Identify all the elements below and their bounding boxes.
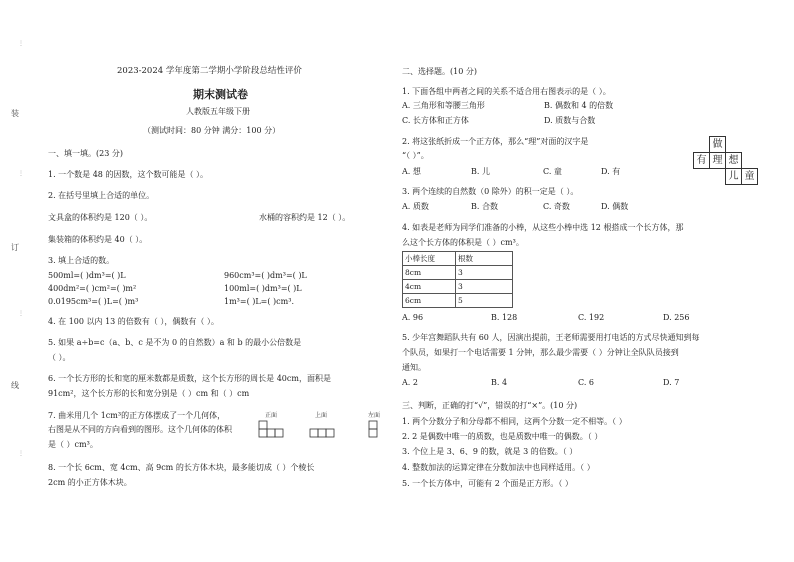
question-6-line2: 91cm²，这个长方形的长和宽分别是（ ）cm 和（ ）cm (48, 389, 250, 398)
section-3-heading: 三、判断，正确的打“√”，错误的打“×”。(10 分) (402, 401, 578, 410)
question-2b: 水桶的容积约是 12（ ）。 (259, 213, 351, 222)
question-3-row1b: 960cm³=( )dm³=( )L (224, 271, 307, 280)
question-5-line2: （ ）。 (48, 353, 71, 362)
question-2a: 文具盒的体积约是 120（ ）。 (48, 213, 153, 222)
choice-5-C: C. 6 (578, 378, 595, 387)
choice-4-B: B. 128 (491, 313, 518, 322)
table-cell-count: 5 (456, 294, 513, 308)
question-8-line2: 2cm 的小正方体木块。 (48, 478, 132, 487)
binding-dots: ⋮ (18, 40, 24, 47)
table-cell-count: 3 (456, 280, 513, 294)
net-cell-top: 做 (709, 136, 726, 153)
judge-5: 5. 一个长方体中，可能有 2 个面是正方形。（ ） (402, 479, 573, 488)
binding-dots: ⋮ (18, 450, 24, 457)
choice-1-A: A. 三角形和等腰三角形 (402, 101, 485, 110)
choice-2-C: C. 童 (543, 167, 562, 176)
question-2c: 集装箱的体积约是 40（ ）。 (48, 235, 148, 244)
choice-1-B: B. 偶数和 4 的倍数 (544, 101, 614, 110)
table-row (403, 294, 513, 308)
binding-mark-2: 订 (11, 243, 19, 252)
choice-3-B: B. 合数 (471, 202, 498, 211)
question-6-line1: 6. 一个长方形的长和宽的厘米数都是质数，这个长方形的周长是 40cm，面积是 (48, 374, 331, 383)
question-1: 1. 一个数是 48 的因数，这个数可能是（ ）。 (48, 170, 208, 179)
section-1-heading: 一、填一填。(23 分) (48, 149, 123, 158)
binding-dots: ⋮ (18, 170, 24, 177)
top-view-drawing (309, 420, 343, 440)
subtitle: 人教版五年级下册 (186, 107, 250, 116)
choice-2-line1: 2. 将这张纸折成一个正方体，那么“理”对面的汉字是 (402, 137, 589, 146)
front-view-drawing (258, 420, 292, 440)
left-view-drawing (368, 420, 388, 440)
judge-4: 4. 整数加法的运算定律在分数加法中也同样适用。（ ） (402, 463, 595, 472)
net-cell-left: 有 (693, 152, 710, 169)
choice-2-D: D. 有 (601, 167, 621, 176)
judge-2: 2. 2 是偶数中唯一的质数，也是质数中唯一的偶数。（ ） (402, 432, 603, 441)
choice-2-line2: “（ ）”。 (402, 151, 429, 160)
binding-dots: ⋮ (18, 310, 24, 317)
choice-2-A: A. 想 (402, 167, 421, 176)
choice-5-D: D. 7 (663, 378, 680, 387)
choice-5-line1: 5. 少年宫舞蹈队共有 60 人，因演出提前，王老师需要用打电话的方式尽快通知到每 (402, 333, 700, 342)
school-year-line: 2023-2024 学年度第二学期小学阶段总结性评价 (117, 66, 302, 76)
table-header-count: 根数 (456, 252, 513, 266)
choice-3-C: C. 奇数 (543, 202, 570, 211)
judge-3: 3. 个位上是 3、6、9 的数，就是 3 的倍数。（ ） (402, 447, 578, 456)
choice-5-A: A. 2 (402, 378, 418, 387)
table-row (403, 266, 513, 280)
question-3-row3b: 1m³=( )L=( )cm³. (224, 297, 294, 306)
question-3-row2b: 100ml=( )dm³=( )L (224, 284, 302, 293)
table-cell-length: 4cm (403, 280, 456, 294)
choice-4-line1: 4. 如表是老师为同学们准备的小棒，从这些小棒中选 12 根搭成一个长方体，那 (402, 223, 684, 232)
choice-5-line2: 个队员，如果打一个电话需要 1 分钟，那么最少需要（ ）分钟让全队队员接到 (402, 348, 679, 357)
question-7-line3: 是（ ）cm³。 (48, 440, 98, 449)
question-3-row2a: 400dm²=( )cm²=( )m² (48, 284, 137, 293)
choice-3: 3. 两个连续的自然数（0 除外）的积一定是（ ）。 (402, 187, 579, 196)
view-left-label: 左面 (368, 412, 381, 419)
choice-1-D: D. 质数与合数 (544, 116, 596, 125)
view-top-label: 上面 (315, 412, 328, 419)
binding-mark-3: 线 (11, 381, 19, 390)
net-cell-middle: 理 (709, 152, 726, 169)
choice-3-A: A. 质数 (402, 202, 429, 211)
judge-1: 1. 两个分数分子和分母都不相同，这两个分数一定不相等。（ ） (402, 417, 627, 426)
choice-5-B: B. 4 (491, 378, 508, 387)
choice-3-D: D. 偶数 (601, 202, 629, 211)
choice-5-line3: 通知。 (402, 363, 426, 372)
net-cell-bottom-2: 童 (741, 168, 758, 185)
question-4: 4. 在 100 以内 13 的倍数有（ ），偶数有（ ）。 (48, 317, 219, 326)
question-8-line1: 8. 一个长 6cm、宽 4cm、高 9cm 的长方体木块，最多能切成（ ）个棱长 (48, 463, 315, 472)
net-cell-bottom-1: 儿 (725, 168, 742, 185)
table-row (403, 280, 513, 294)
question-7-line1: 7. 曲米用几个 1cm³的正方体摆成了一个几何体， (48, 411, 226, 420)
table-header-length: 小棒长度 (403, 252, 456, 266)
table-header-row (403, 252, 513, 266)
question-7-line2: 右图是从不同的方向看到的图形。这个几何体的体积 (48, 425, 232, 434)
question-2: 2. 在括号里填上合适的单位。 (48, 191, 155, 200)
exam-info: （测试时间：80 分钟 满分：100 分） (143, 126, 281, 135)
binding-mark-1: 装 (11, 109, 19, 118)
stick-table (402, 251, 513, 308)
section-2-heading: 二、选择题。(10 分) (402, 67, 477, 76)
net-cell-right: 想 (725, 152, 742, 169)
choice-4-A: A. 96 (402, 313, 424, 322)
question-5-line1: 5. 如果 a÷b=c（a、b、c 是不为 0 的自然数）a 和 b 的最小公倍数是 (48, 338, 302, 347)
choice-4-D: D. 256 (663, 313, 690, 322)
question-3-row3a: 0.0195cm³=( )L=( )m³ (48, 297, 139, 306)
table-cell-count: 3 (456, 266, 513, 280)
choice-1-C: C. 长方体和正方体 (402, 116, 469, 125)
view-front-label: 正面 (265, 412, 278, 419)
question-3-row1a: 500ml=( )dm³=( )L (48, 271, 126, 280)
choice-4-C: C. 192 (578, 313, 605, 322)
choice-2-B: B. 儿 (471, 167, 490, 176)
page-title: 期末测试卷 (193, 88, 248, 101)
choice-4-line2: 么这个长方体的体积是（ ）cm³。 (402, 238, 524, 247)
choice-1: 1. 下面各组中两者之间的关系不适合用右图表示的是（ ）。 (402, 87, 611, 96)
question-3: 3. 填上合适的数。 (48, 256, 115, 265)
table-cell-length: 6cm (403, 294, 456, 308)
table-cell-length: 8cm (403, 266, 456, 280)
